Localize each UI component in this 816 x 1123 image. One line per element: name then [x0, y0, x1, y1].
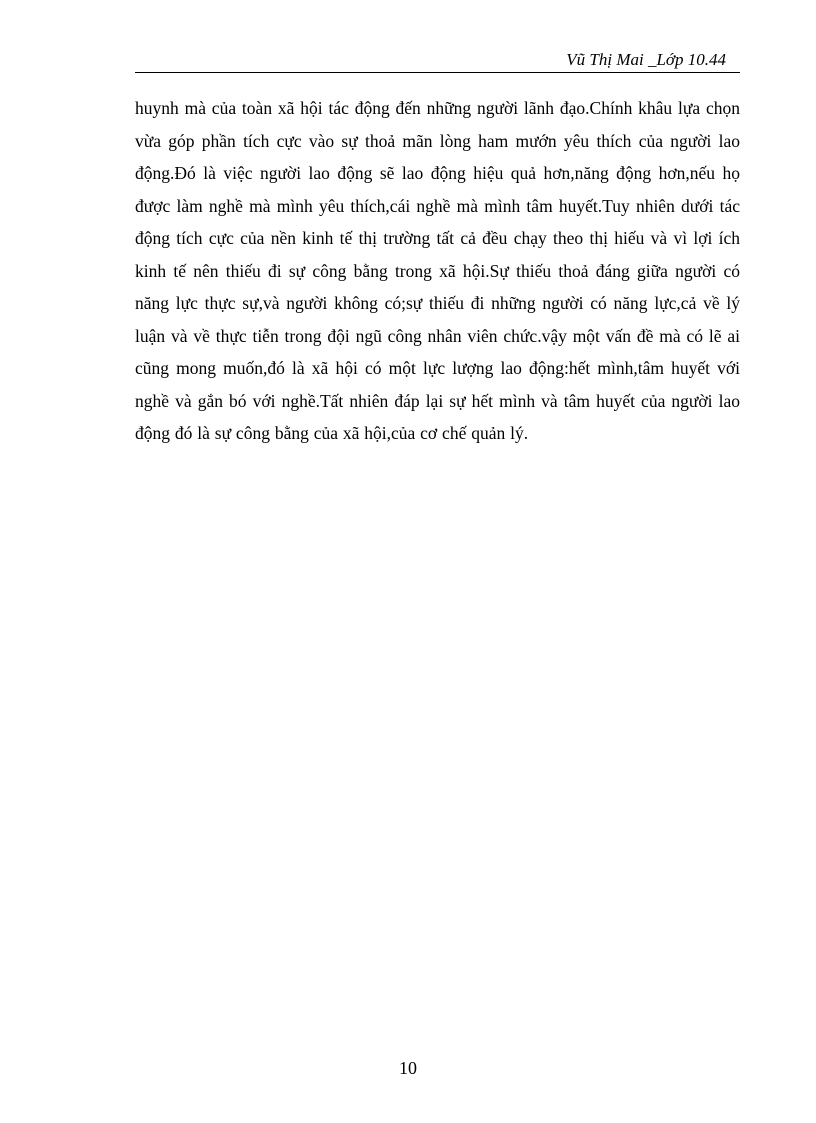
body-paragraph: huynh mà của toàn xã hội tác động đến những người lãnh đạo.Chính khâu lựa chọn vừa góp phần tích cực vào sự thoả mãn lòng ham mướn yêu thích của người lao động.Đó là việc người lao động sẽ lao động hiệu quả hơn,năng động hơn,nếu họ được làm nghề mà mình yêu thích,cái nghề mà mình tâm huyết.Tuy nhiên dưới tác động tích cực của nền kinh tế thị trường tất cả đều chạy theo thị hiếu và vì lợi ích kinh tế nên thiếu đi sự công bằng trong xã hội.Sự thiếu thoả đáng giữa người có năng lực thực sự,và người không có;sự thiếu đi những người có năng lực,cả về lý luận và về thực tiễn trong đội ngũ công nhân viên chức.vậy một vấn đề mà có lẽ ai cũng mong muốn,đó là xã hội có một lực lượng lao động:hết mình,tâm huyết với nghề và gắn bó với nghề.Tất nhiên đáp lại sự hết mình và tâm huyết của người lao động đó là sự công bằng của xã hội,của cơ chế quản lý.: [135, 98, 740, 443]
page-number: 10: [399, 1058, 417, 1078]
header-author-class: Vũ Thị Mai _Lớp 10.44: [566, 50, 726, 69]
page-header: [135, 50, 740, 73]
